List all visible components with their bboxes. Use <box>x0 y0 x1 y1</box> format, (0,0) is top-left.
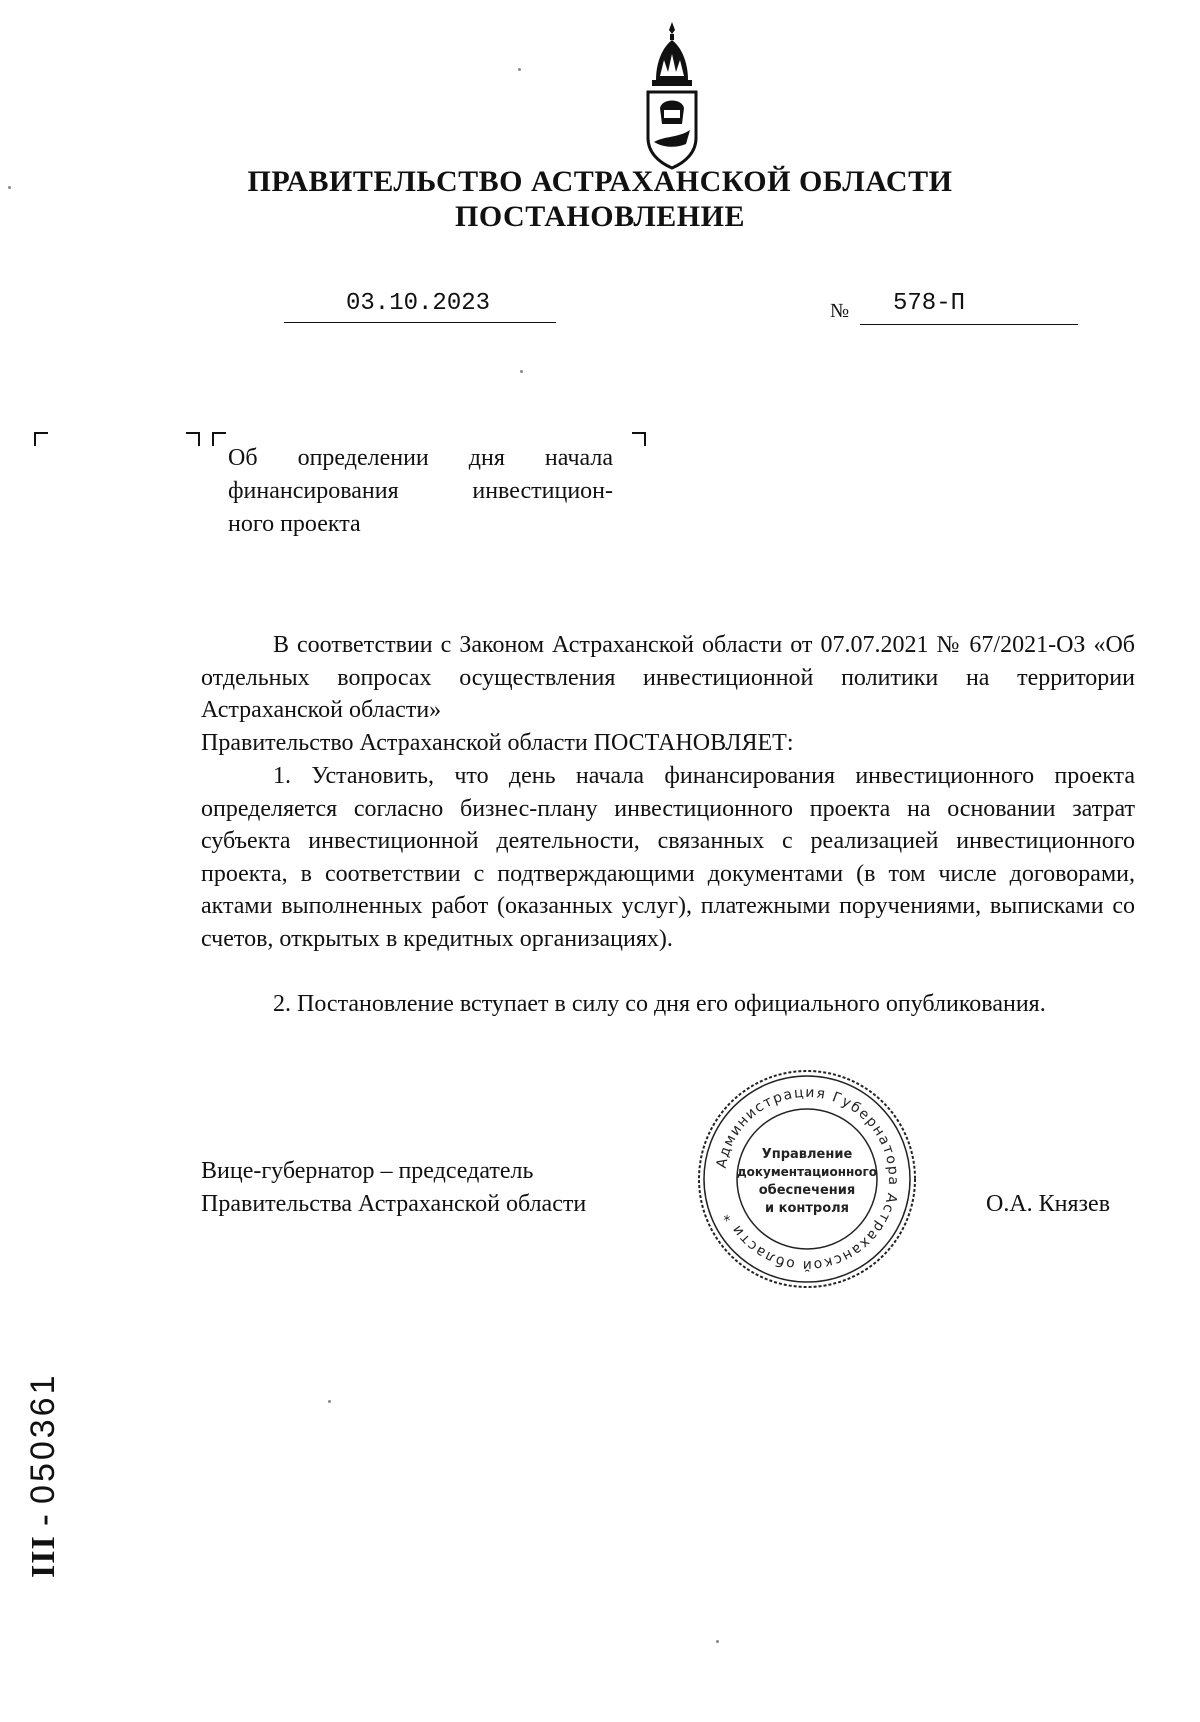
stamp-ring-text: Администрация Губернатора Астраханской области * <box>713 1084 902 1274</box>
scan-speck <box>8 186 11 189</box>
stamp-center-line-2: документационного <box>736 1165 878 1179</box>
date-underline <box>284 322 556 323</box>
body-paragraph-preamble: В соответствии с Законом Астраханской области от 07.07.2021 № 67/2021-ОЗ «Об отдельных вопросах осуществления инвестиционной политики на территории Астраханской области» <box>201 632 1135 723</box>
side-serial-series: III - <box>25 1513 62 1578</box>
body-paragraph-item-2: 2. Постановление вступает в силу со дня его официального опубликования. <box>273 991 1046 1017</box>
subject-line-3: ного проекта <box>228 511 361 537</box>
document-date: 03.10.2023 <box>346 290 491 317</box>
body-paragraph-resolves: Правительство Астраханской области ПОСТАНОВЛЯЕТ: <box>201 730 794 756</box>
number-underline <box>860 324 1078 325</box>
stamp-center-line-1: Управление <box>761 1147 853 1162</box>
side-serial-code <box>24 1368 70 1578</box>
subject-bracket-left-outer <box>186 432 200 446</box>
number-sign: № <box>830 300 850 322</box>
coat-of-arms-emblem <box>642 20 702 172</box>
side-serial-number: 050361 <box>24 1372 62 1504</box>
scan-speck <box>328 1400 331 1403</box>
stamp-center-line-3: обеспечения <box>758 1183 856 1198</box>
document-type-title: ПОСТАНОВЛЕНИЕ <box>455 200 745 233</box>
body-paragraph-item-1: 1. Установить, что день начала финансирования инвестиционного проекта определяется согласно бизнес-плану инвестиционного проекта на основании затрат субъекта инвестиционной деятельности, связанных с реализацией инвестиционного проекта, в соответствии с подтверждающими документами (в том числе договорами, актами выполненных работ (оказанных услуг), платежными поручениями, выписками со счетов, открытых в кредитных организациях). <box>201 763 1135 952</box>
left-margin-bracket <box>34 432 48 446</box>
document-subject <box>228 442 618 541</box>
subject-bracket-right <box>632 432 646 446</box>
signatory-name: О.А. Князев <box>986 1191 1111 1217</box>
government-title: ПРАВИТЕЛЬСТВО АСТРАХАНСКОЙ ОБЛАСТИ <box>247 165 953 198</box>
scan-speck <box>520 370 523 373</box>
stamp-center-line-4: и контроля <box>764 1201 850 1216</box>
signatory-position-line-2: Правительства Астраханской области <box>201 1191 587 1217</box>
document-number: 578-П <box>893 290 966 317</box>
signatory-position-line-1: Вице-губернатор – председатель <box>201 1158 534 1184</box>
subject-bracket-left <box>212 432 226 446</box>
scan-speck <box>716 1640 719 1643</box>
subject-line-1: Об определении дня начала <box>228 445 613 471</box>
official-stamp <box>696 1068 918 1290</box>
subject-line-2: финансирования инвестицион- <box>228 478 613 504</box>
scan-speck <box>518 68 521 71</box>
